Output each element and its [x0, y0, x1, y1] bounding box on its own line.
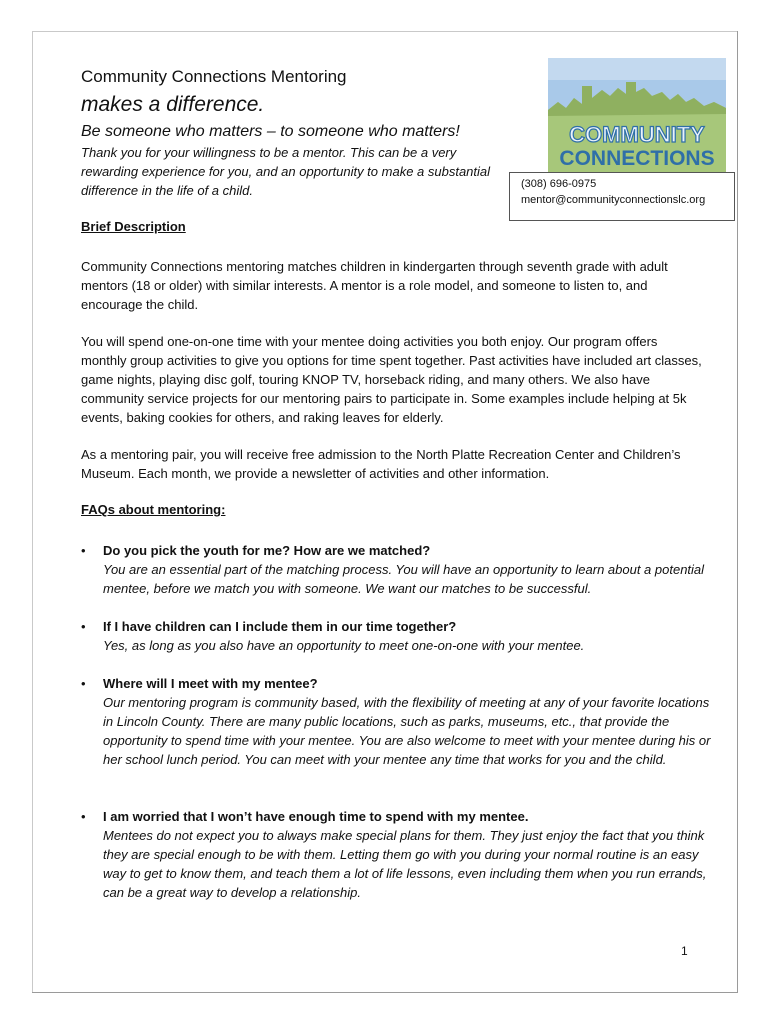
faq-question: Where will I meet with my mentee?: [103, 676, 318, 691]
faq-answer: Our mentoring program is community based, with the flexibility of meeting at any of your favorite locations in Lincoln County. There are many public locations, such as parks, museums, etc., that provide the opportunity to spend time with your mentee. You are also welcome to meet with your mentee during his or her school lunch period. You can meet with your mentee any time that works for you and the child.: [103, 695, 711, 767]
page-shadow-bottom: [32, 992, 738, 993]
faq-question: If I have children can I include them in our time together?: [103, 619, 457, 634]
bullet-icon: •: [81, 619, 86, 634]
org-name: Community Connections Mentoring: [81, 67, 347, 86]
faq-question: I am worried that I won’t have enough time to spend with my mentee.: [103, 809, 529, 824]
page-number: 1: [681, 944, 688, 958]
bullet-icon: •: [81, 676, 86, 691]
bullet-icon: •: [81, 809, 86, 824]
contact-box: [509, 172, 735, 221]
contact-phone: (308) 696-0975: [521, 178, 597, 190]
contact-email: mentor@communityconnectionslc.org: [521, 194, 706, 206]
page-shadow-right: [737, 31, 738, 993]
faq-answer: Mentees do not expect you to always make special plans for them. They just enjoy the fact that you think they are special enough to be with them. Letting them go with you during your normal routine is an easy way to get to know them, and teach them a lot of life lessons, even including them when you run errands, can be a great way to develop a relationship.: [103, 828, 707, 900]
community-connections-logo: [548, 58, 726, 174]
faqs-heading: FAQs about mentoring:: [81, 502, 226, 517]
subtitle: Be someone who matters – to someone who matters!: [81, 123, 460, 140]
logo-text-connections: CONNECTIONS: [559, 147, 715, 170]
brief-paragraph: You will spend one-on-one time with your mentee doing activities you both enjoy. Our program offers monthly group activities to give you options for time spent together. Past activities have included art classes, game nights, playing disc golf, touring KNOP TV, horseback riding, and many others. We also have community service projects for our mentoring pairs to participate in. Some examples include helping at 5k events, baking cookies for others, and raking leaves for elderly.: [81, 334, 702, 425]
brief-paragraph: As a mentoring pair, you will receive free admission to the North Platte Recreation Center and Children’s Museum. Each month, we provide a newsletter of activities and other information.: [81, 447, 681, 481]
faq-answer: You are an essential part of the matching process. You will have an opportunity to learn about a potential mentee, before we match you with someone. We want our matches to be successful.: [103, 562, 705, 596]
brief-description-heading: Brief Description: [81, 219, 186, 234]
faq-item: [81, 617, 711, 655]
bullet-icon: •: [81, 543, 86, 558]
faq-item: [81, 541, 711, 598]
faq-answer: Yes, as long as you also have an opportunity to meet one-on-one with your mentee.: [103, 638, 585, 653]
tagline: makes a difference.: [81, 93, 265, 116]
intro-text: Thank you for your willingness to be a mentor. This can be a very rewarding experience for you, and an opportunity to make a substantial difference in the life of a child.: [81, 145, 491, 198]
faq-question: Do you pick the youth for me? How are we matched?: [103, 543, 431, 558]
faq-item: [81, 674, 711, 769]
logo-sky-band: [548, 58, 726, 80]
logo-text-community: COMMUNITY: [569, 122, 705, 147]
faq-item: [81, 807, 711, 902]
brief-paragraph: Community Connections mentoring matches children in kindergarten through seventh grade with adult mentors (18 or older) with similar interests. A mentor is a role model, and someone to listen to, and encourage the child.: [81, 259, 668, 312]
